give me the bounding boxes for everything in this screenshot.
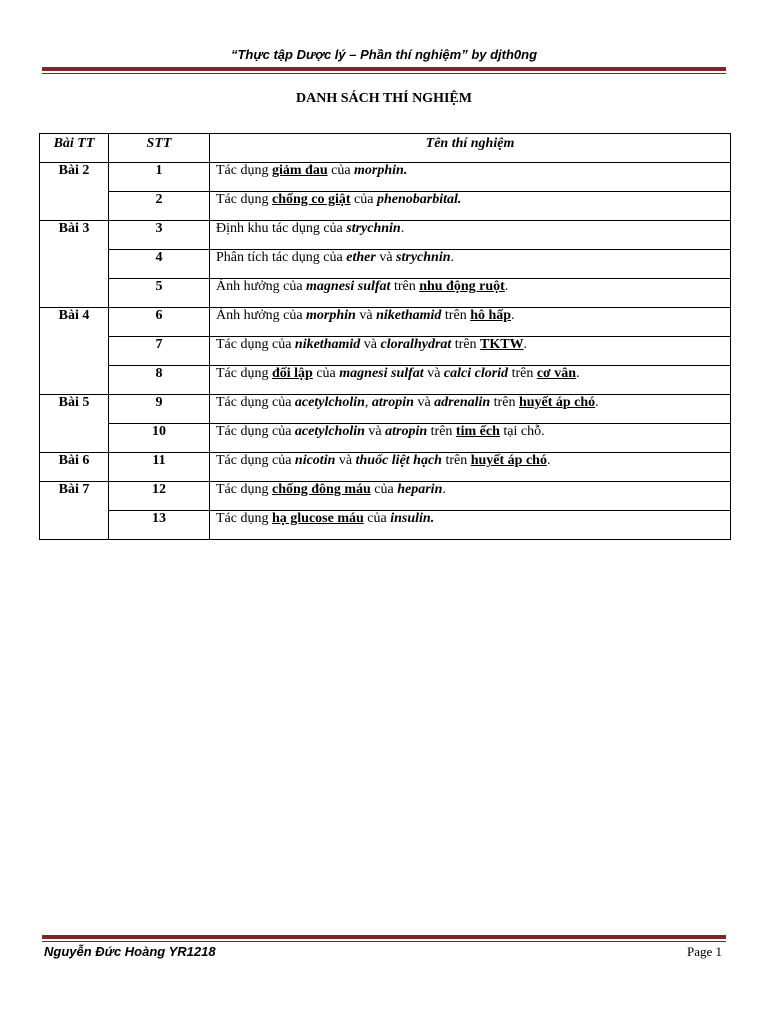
plain-text: . <box>576 366 580 381</box>
table-row <box>40 250 731 279</box>
drug-name-text: magnesi sulfat <box>306 279 391 294</box>
key-effect-text: tim ếch <box>455 424 500 439</box>
plain-text: . <box>523 337 528 352</box>
column-header-name: Tên thí nghiệm <box>210 134 731 163</box>
key-effect-text: huyết áp chó <box>518 395 596 410</box>
drug-name-text: acetylcholin <box>294 395 365 410</box>
key-effect-text: chống đông máu <box>271 482 371 497</box>
experiment-name-cell <box>210 453 731 482</box>
plain-text: trên <box>390 279 420 294</box>
table-header-row <box>40 134 731 163</box>
footer-rule-thin <box>42 941 726 942</box>
stt-cell: 11 <box>109 453 210 482</box>
plain-text: của <box>363 511 391 526</box>
plain-text: của <box>370 482 398 497</box>
plain-text: Tác dụng của <box>216 453 295 468</box>
stt-cell: 3 <box>109 221 210 250</box>
table-row <box>40 279 731 308</box>
plain-text: Tác dụng <box>216 192 272 207</box>
plain-text: trên <box>490 395 519 410</box>
key-effect-text: giảm đau <box>271 163 328 178</box>
plain-text: . <box>400 221 405 236</box>
plain-text: trên <box>441 453 471 468</box>
plain-text: . <box>546 453 551 468</box>
drug-name-text: thuốc liệt hạch <box>355 453 442 468</box>
header-rule-thick <box>42 67 726 71</box>
key-effect-text: hô hấp <box>470 308 512 323</box>
key-effect-text: hạ glucose máu <box>271 511 364 526</box>
key-effect-text: huyết áp chó <box>470 453 547 468</box>
drug-name-text: calci clorid <box>443 366 509 381</box>
stt-cell: 1 <box>109 163 210 192</box>
plain-text: và <box>364 424 386 439</box>
plain-text: trên <box>451 337 481 352</box>
plain-text: và <box>375 250 397 265</box>
plain-text: Tác dụng <box>216 511 272 526</box>
plain-text: trên <box>427 424 456 439</box>
stt-cell: 9 <box>109 395 210 424</box>
plain-text: trên <box>441 308 471 323</box>
experiment-name-cell <box>210 192 731 221</box>
column-header-stt: STT <box>109 134 210 163</box>
stt-cell: 12 <box>109 482 210 511</box>
drug-name-text: acetylcholin <box>294 424 365 439</box>
table-row <box>40 366 731 395</box>
lesson-cell: Bài 7 <box>40 482 109 540</box>
table-row <box>40 453 731 482</box>
experiment-name-cell <box>210 482 731 511</box>
table-row <box>40 337 731 366</box>
drug-name-text: cloralhydrat <box>380 337 452 352</box>
drug-name-text: morphin. <box>354 163 408 178</box>
experiment-name-cell <box>210 221 731 250</box>
plain-text: Tác dụng của <box>216 424 295 439</box>
header-rule-thin <box>42 73 726 74</box>
plain-text: Ảnh hưởng của <box>216 308 307 323</box>
plain-text: Tác dụng <box>216 366 272 381</box>
stt-cell: 7 <box>109 337 210 366</box>
footer-author: Nguyễn Đức Hoàng YR1218 <box>44 944 216 959</box>
plain-text: Tác dụng của <box>216 337 295 352</box>
plain-text: và <box>355 308 377 323</box>
experiment-table <box>39 133 731 540</box>
experiment-name-cell <box>210 511 731 540</box>
drug-name-text: atropin <box>385 424 428 439</box>
stt-cell: 4 <box>109 250 210 279</box>
plain-text: . <box>504 279 509 294</box>
drug-name-text: phenobarbital. <box>376 192 462 207</box>
document-title: DANH SÁCH THÍ NGHIỆM <box>296 91 472 106</box>
stt-cell: 10 <box>109 424 210 453</box>
drug-name-text: magnesi sulfat <box>339 366 424 381</box>
table-row <box>40 221 731 250</box>
key-effect-text: nhu động ruột <box>419 279 505 294</box>
drug-name-text: nicotin <box>294 453 336 468</box>
plain-text: và <box>360 337 381 352</box>
stt-cell: 5 <box>109 279 210 308</box>
plain-text: của <box>312 366 340 381</box>
plain-text: Định khu tác dụng của <box>216 221 347 236</box>
key-effect-text: TKTW <box>480 337 524 352</box>
column-header-lesson: Bài TT <box>40 134 109 163</box>
lesson-cell: Bài 6 <box>40 453 109 482</box>
footer-rule-thick <box>42 935 726 939</box>
table-row <box>40 192 731 221</box>
plain-text: Tác dụng <box>216 163 272 178</box>
experiment-name-cell <box>210 279 731 308</box>
plain-text: trên <box>508 366 537 381</box>
plain-text: Ảnh hưởng của <box>216 279 307 294</box>
experiment-name-cell <box>210 366 731 395</box>
page-number: Page 1 <box>686 944 722 959</box>
drug-name-text: adrenalin <box>434 395 491 410</box>
lesson-cell: Bài 5 <box>40 395 109 453</box>
running-header: “Thực tập Dược lý – Phần thí nghiệm” by djth0ng <box>230 47 538 62</box>
plain-text: Phân tích tác dụng của <box>216 250 347 265</box>
drug-name-text: ether <box>346 250 376 265</box>
key-effect-text: đối lập <box>271 366 313 381</box>
drug-name-text: atropin <box>371 395 414 410</box>
table-row <box>40 482 731 511</box>
plain-text: . <box>595 395 599 410</box>
experiment-name-cell <box>210 424 731 453</box>
drug-name-text: strychnin <box>396 250 451 265</box>
plain-text: . <box>442 482 446 497</box>
experiment-name-cell <box>210 163 731 192</box>
plain-text: và <box>423 366 444 381</box>
stt-cell: 8 <box>109 366 210 395</box>
plain-text: , <box>364 395 372 410</box>
table-row <box>40 395 731 424</box>
plain-text: Tác dụng của <box>216 395 295 410</box>
table-row <box>40 308 731 337</box>
drug-name-text: strychnin <box>346 221 401 236</box>
table-row <box>40 511 731 540</box>
drug-name-text: nikethamid <box>376 308 442 323</box>
plain-text: và <box>413 395 435 410</box>
drug-name-text: heparin <box>397 482 443 497</box>
plain-text: và <box>335 453 356 468</box>
key-effect-text: chống co giật <box>271 192 351 207</box>
plain-text: Tác dụng <box>216 482 272 497</box>
experiment-name-cell <box>210 250 731 279</box>
lesson-cell: Bài 2 <box>40 163 109 221</box>
drug-name-text: morphin <box>306 308 356 323</box>
lesson-cell: Bài 4 <box>40 308 109 395</box>
experiment-name-cell <box>210 395 731 424</box>
drug-name-text: nikethamid <box>294 337 361 352</box>
lesson-cell: Bài 3 <box>40 221 109 308</box>
plain-text: của <box>327 163 355 178</box>
stt-cell: 6 <box>109 308 210 337</box>
experiment-name-cell <box>210 308 731 337</box>
key-effect-text: cơ vân <box>536 366 577 381</box>
table-row <box>40 424 731 453</box>
plain-text: của <box>350 192 377 207</box>
plain-text: . <box>450 250 454 265</box>
table-row <box>40 163 731 192</box>
plain-text: . <box>511 308 515 323</box>
plain-text: tại chỗ. <box>499 424 545 439</box>
stt-cell: 13 <box>109 511 210 540</box>
stt-cell: 2 <box>109 192 210 221</box>
drug-name-text: insulin. <box>390 511 435 526</box>
experiment-name-cell <box>210 337 731 366</box>
